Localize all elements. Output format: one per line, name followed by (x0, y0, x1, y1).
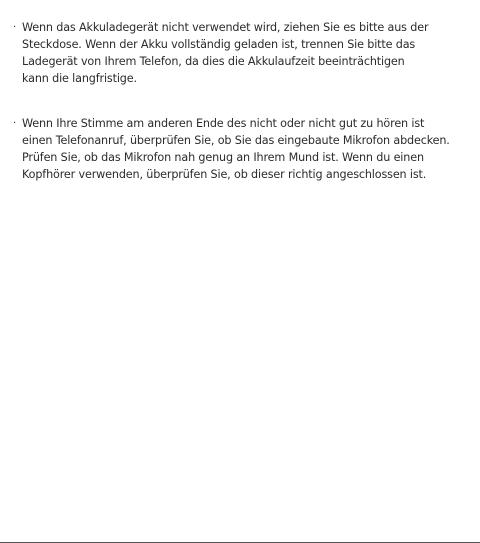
bullet-dot-icon: · (13, 118, 17, 129)
bullet-line: Steckdose. Wenn der Akku vollständig geladen ist, trennen Sie bitte das (22, 38, 416, 51)
bullet-item-microphone (13, 115, 468, 183)
bullet-line: Ladegerät von Ihrem Telefon, da dies die Akkulaufzeit beeinträchtigen (22, 55, 405, 68)
bullet-line: kann die langfristige. (22, 72, 137, 85)
bullet-text: Wenn Ihre Stimme am anderen Ende des nicht oder nicht gut zu hören ist (22, 117, 425, 130)
bullet-dot-icon: · (13, 22, 17, 33)
bullet-line (13, 115, 468, 132)
bullet-line (13, 19, 468, 36)
bullet-line: Kopfhörer verwenden, überprüfen Sie, ob dieser richtig angeschlossen ist. (22, 168, 427, 181)
bullet-line: Prüfen Sie, ob das Mikrofon nah genug an Ihrem Mund ist. Wenn du einen (22, 151, 424, 164)
bullet-item-charger (13, 19, 468, 87)
bullet-line: einen Telefonanruf, überprüfen Sie, ob Sie das eingebaute Mikrofon abdecken. (22, 134, 450, 147)
bullet-text: Wenn das Akkuladegerät nicht verwendet wird, ziehen Sie es bitte aus der (22, 21, 429, 34)
